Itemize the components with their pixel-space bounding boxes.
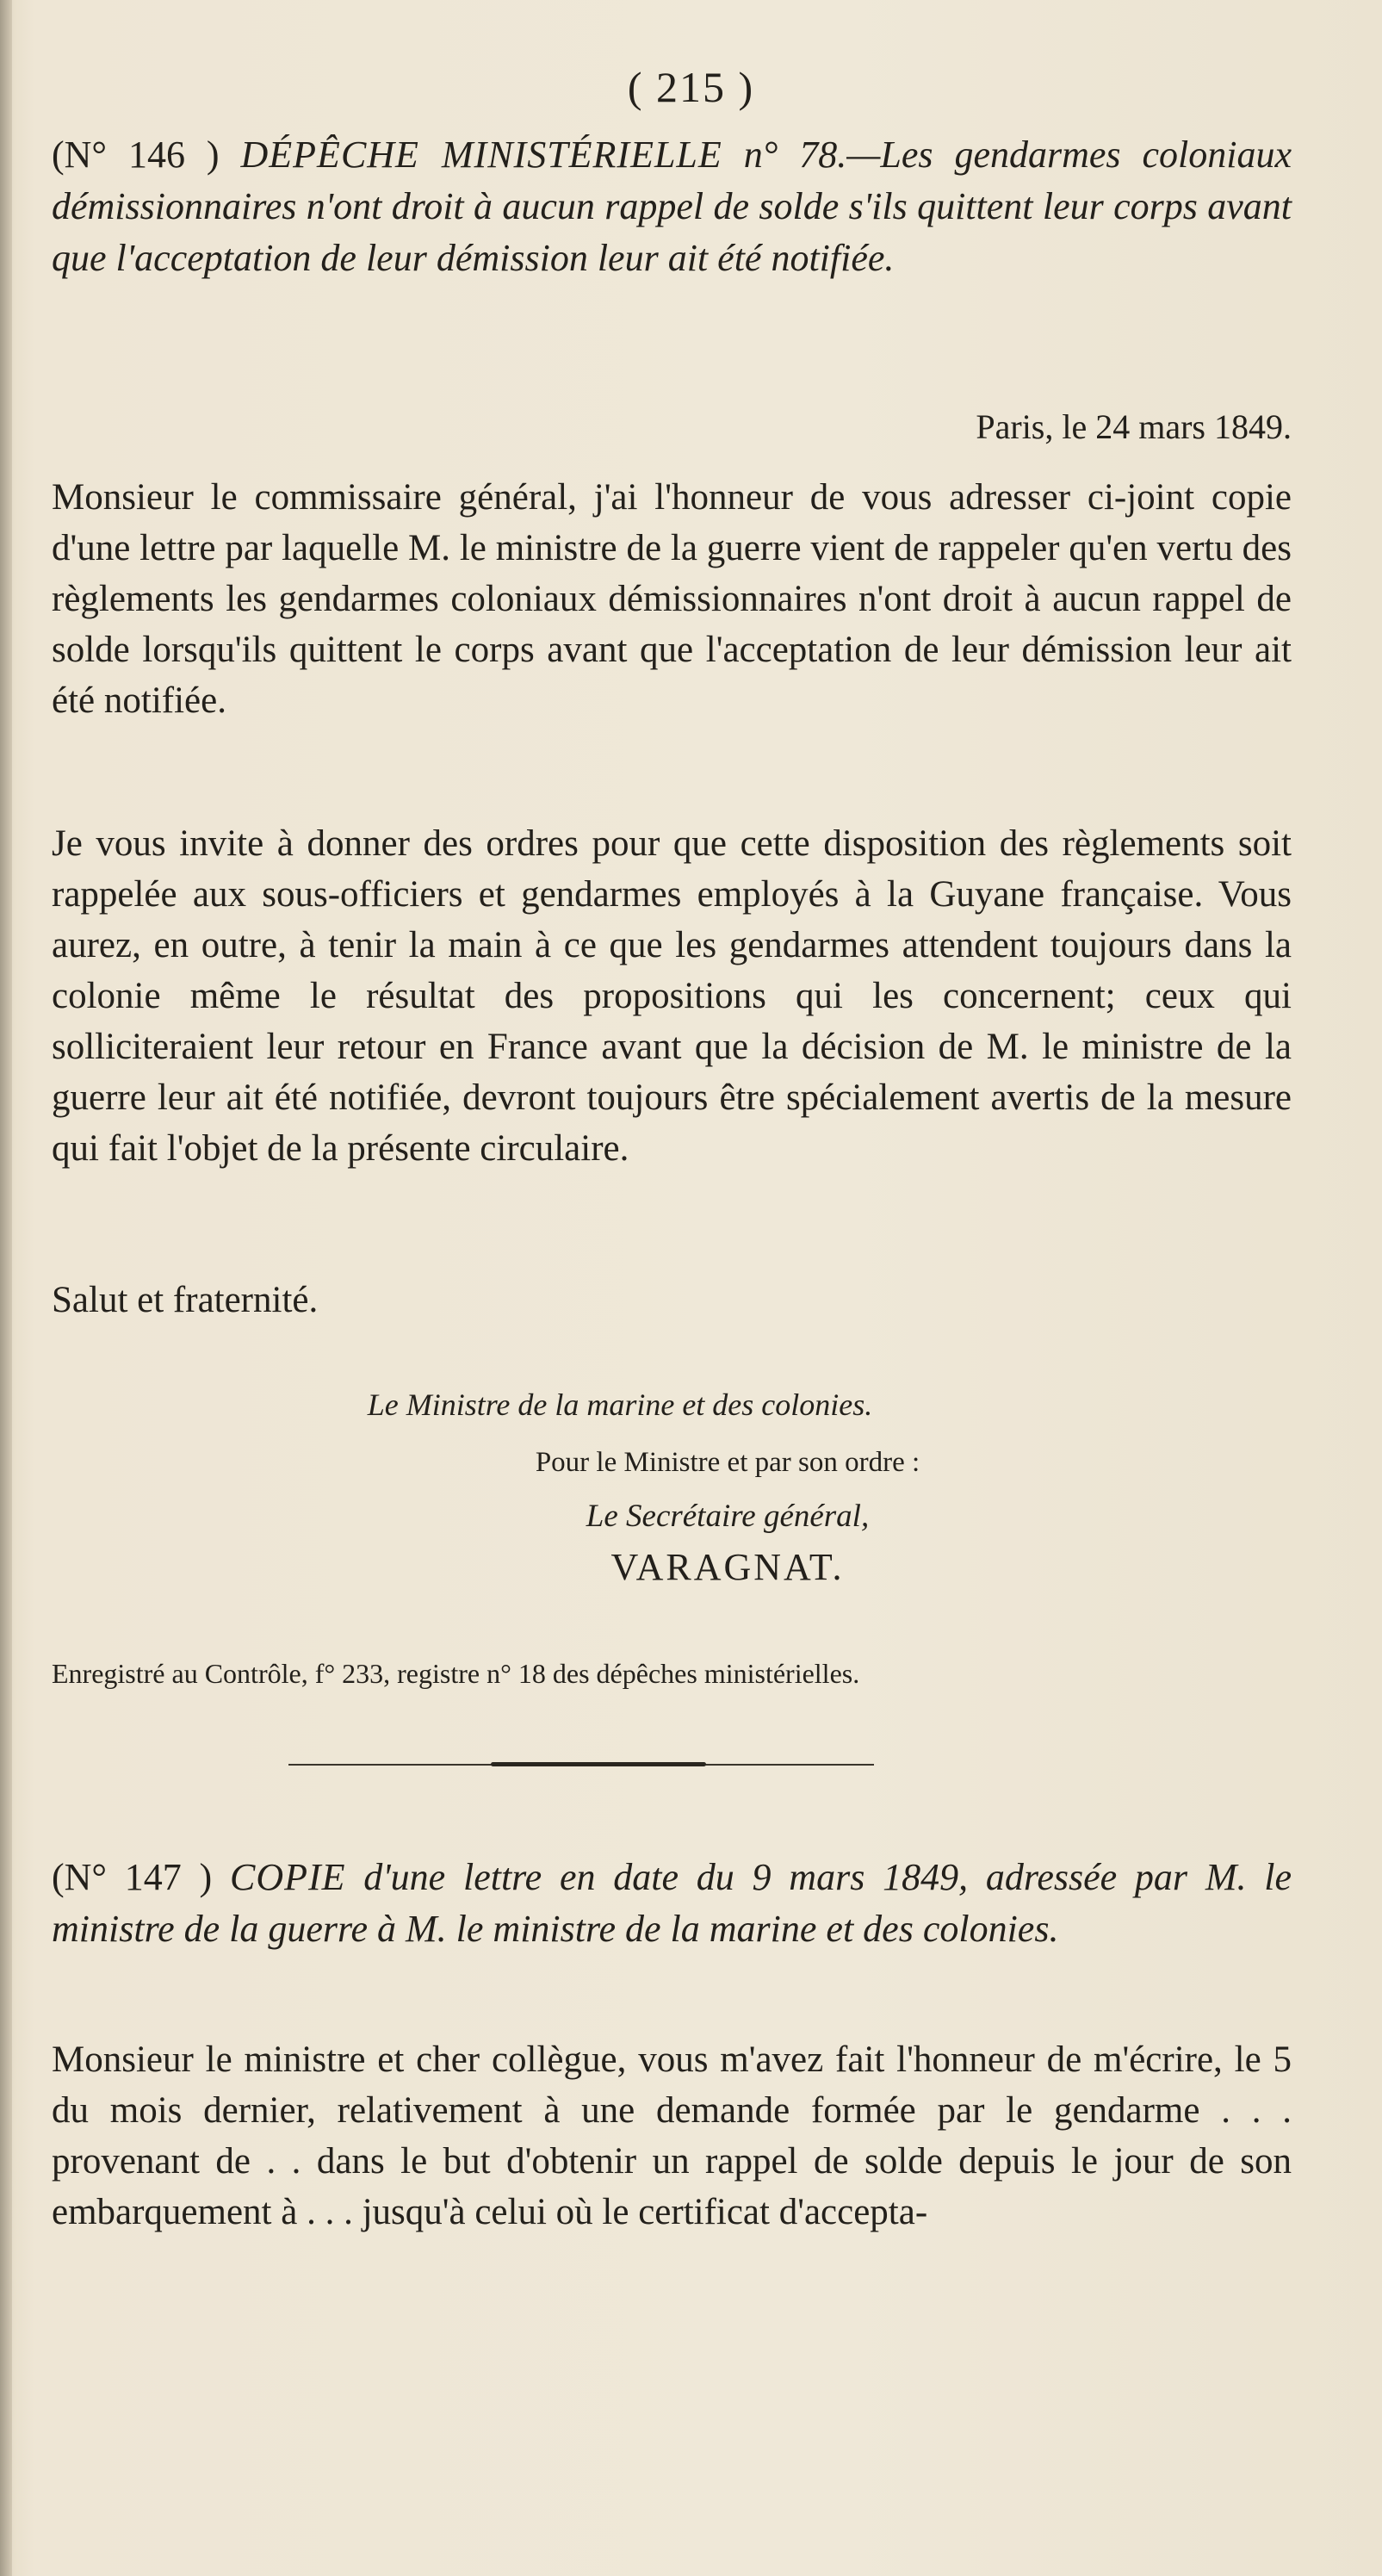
doc-147-title-lead: COPIE bbox=[229, 1856, 346, 1898]
page-number: ( 215 ) bbox=[627, 63, 755, 111]
doc-146-number: (N° 146 ) bbox=[52, 133, 220, 176]
doc-146-paragraph-1: Monsieur le commissaire général, j'ai l'honneur de vous adresser ci-joint copie d'une lettre par laquelle M. le ministre de la guerre vient de rappeler qu'en vertu des règlements les gendarmes coloniaux démissionnaires n'ont droit à aucun rappel de solde lorsqu'ils quittent le corps avant que l'acceptation de leur démission leur ait été notifiée. bbox=[52, 477, 1292, 721]
page-edge bbox=[0, 0, 12, 2576]
doc-146-heading bbox=[52, 129, 1292, 284]
signature-secretary-name: VARAGNAT. bbox=[610, 1546, 845, 1588]
doc-147-title-rest: d'une lettre en date du 9 mars 1849, adressée par M. le ministre de la guerre à M. le ministre de la marine et des colonies. bbox=[52, 1856, 1292, 1950]
doc-146-registration: Enregistré au Contrôle, f° 233, registre n° 18 des dépêches ministérielles. bbox=[52, 1658, 860, 1689]
signature-secretary-title: Le Secrétaire général, bbox=[586, 1499, 870, 1534]
doc-146-dateline: Paris, le 24 mars 1849. bbox=[976, 407, 1292, 446]
doc-146-title-lead: DÉPÊCHE MINISTÉRIELLE bbox=[240, 133, 722, 176]
doc-146-paragraph-3: Salut et fraternité. bbox=[52, 1280, 319, 1320]
signature-office: Le Ministre de la marine et des colonies. bbox=[367, 1387, 873, 1422]
separator-rule-bold bbox=[491, 1762, 706, 1766]
doc-146-title-rest: n° 78.—Les gendarmes coloniaux démissionnaires n'ont droit à aucun rappel de solde s'ils quittent leur corps avant que l'acceptation de leur démission leur ait été notifiée. bbox=[52, 133, 1292, 279]
doc-147-paragraph-1: Monsieur le ministre et cher collègue, vous m'avez fait l'honneur de m'écrire, le 5 du mois dernier, relativement à une demande formée par le gendarme . . . provenant de . . dans le but d'obtenir un rappel de solde depuis le jour de son embarquement à . . . jusqu'à celui où le certificat d'accepta- bbox=[52, 2039, 1292, 2232]
doc-147-number: (N° 147 ) bbox=[52, 1856, 213, 1898]
doc-146-signature bbox=[52, 1387, 1292, 1589]
doc-146-paragraph-2: Je vous invite à donner des ordres pour que cette disposition des règlements soit rappelée aux sous-officiers et gendarmes employés à la Guyane française. Vous aurez, en outre, à tenir la main à ce que les gendarmes attendent toujours dans la colonie même le résultat des propositions qui les concernent; ceux qui solliciteraient leur retour en France avant que la décision de M. le ministre de la guerre leur ait été notifiée, devront toujours être spécialement avertis de la mesure qui fait l'objet de la présente circulaire. bbox=[52, 823, 1292, 1169]
doc-147-heading bbox=[52, 1852, 1292, 1955]
signature-by-order: Pour le Ministre et par son ordre : bbox=[535, 1447, 920, 1478]
